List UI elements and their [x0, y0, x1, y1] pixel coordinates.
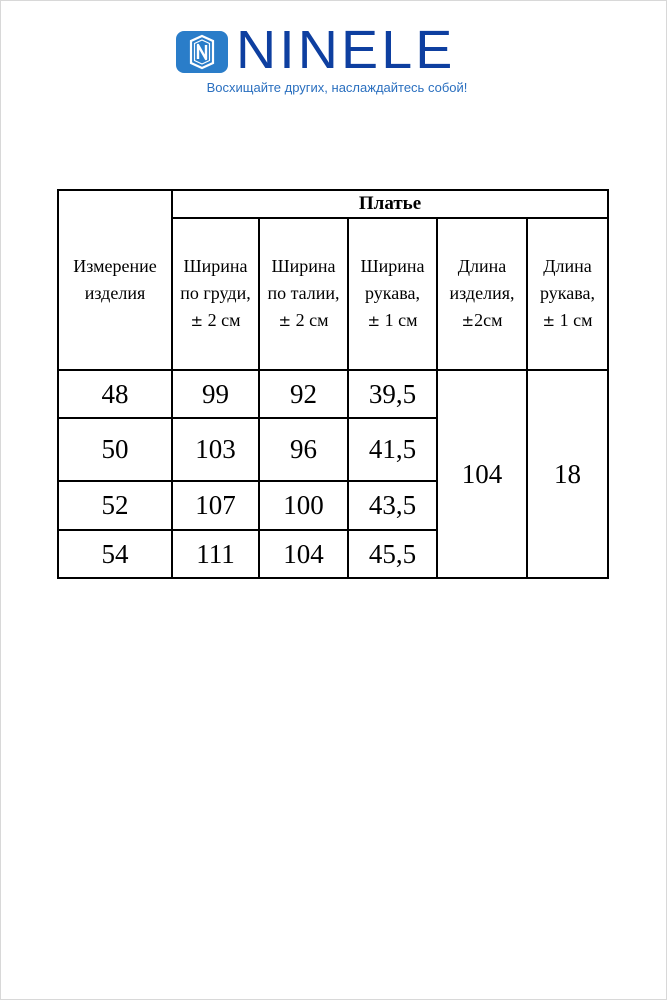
sleeve-length-cell: 18 — [527, 370, 608, 578]
table-row — [58, 370, 608, 418]
dress-group-header: Платье — [172, 190, 608, 218]
sleeve-width-cell: 41,5 — [348, 418, 437, 481]
sleeve-width-cell: 45,5 — [348, 530, 437, 578]
brand-tagline: Восхищайте других, наслаждайтесь собой! — [206, 80, 468, 95]
n-monogram-icon — [176, 31, 228, 73]
sleeve-width-cell: 43,5 — [348, 481, 437, 530]
waist-cell: 100 — [259, 481, 348, 530]
chest-cell: 107 — [172, 481, 259, 530]
chest-cell: 99 — [172, 370, 259, 418]
product-length-cell: 104 — [437, 370, 527, 578]
column-header-chest-width: Ширина по груди, ± 2 см — [172, 218, 259, 370]
column-header-waist-width: Ширина по талии, ± 2 см — [259, 218, 348, 370]
brand-name: NINELE — [236, 20, 456, 80]
size-cell: 48 — [58, 370, 172, 418]
waist-cell: 92 — [259, 370, 348, 418]
table-group-header-row — [58, 190, 608, 218]
size-cell: 50 — [58, 418, 172, 481]
chest-cell: 111 — [172, 530, 259, 578]
size-cell: 52 — [58, 481, 172, 530]
size-chart-table — [57, 189, 609, 579]
column-header-sleeve-width: Ширина рукава, ± 1 см — [348, 218, 437, 370]
chest-cell: 103 — [172, 418, 259, 481]
column-header-product-length: Длина изделия, ±2см — [437, 218, 527, 370]
waist-cell: 104 — [259, 530, 348, 578]
column-header-sleeve-length: Длина рукава, ± 1 см — [527, 218, 608, 370]
waist-cell: 96 — [259, 418, 348, 481]
size-cell: 54 — [58, 530, 172, 578]
sleeve-width-cell: 39,5 — [348, 370, 437, 418]
measurement-header: Измерение изделия — [58, 190, 172, 370]
